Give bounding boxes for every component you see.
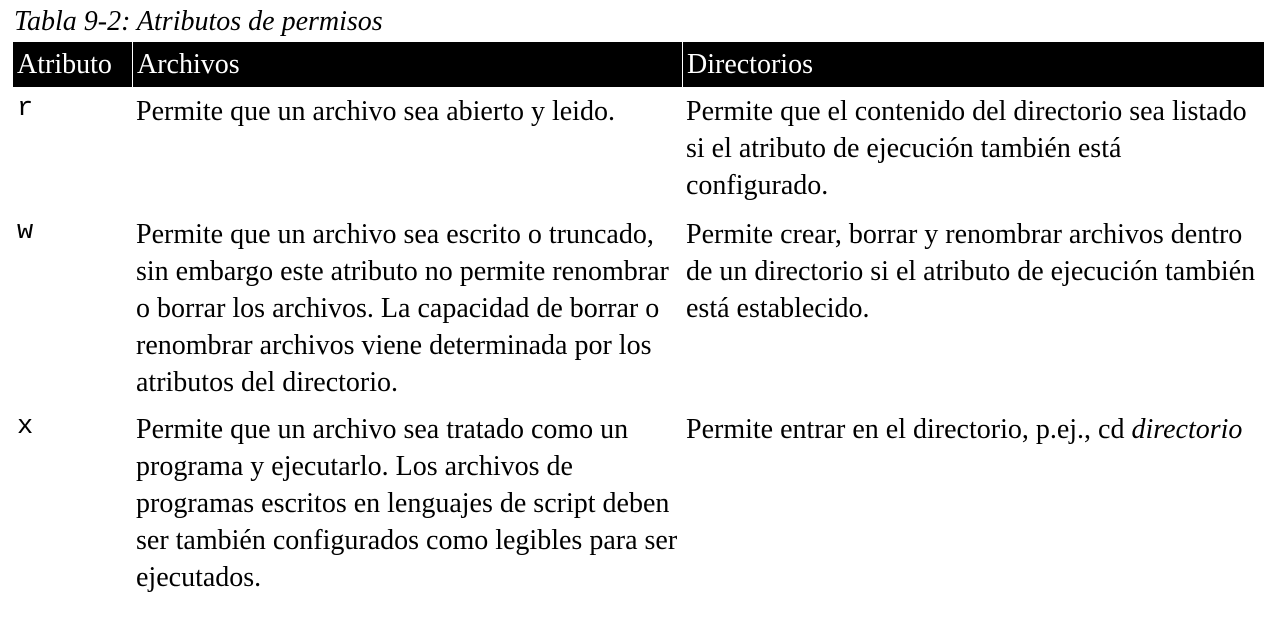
- header-attribute: Atributo: [13, 42, 132, 87]
- table-header: [13, 42, 1264, 87]
- table-row: [13, 87, 1264, 212]
- files-cell: Permite que un archivo sea abierto y leido.: [136, 96, 615, 127]
- header-files: Archivos: [132, 42, 682, 87]
- attribute-cell: r: [17, 94, 34, 124]
- table-caption: Tabla 9-2: Atributos de permisos: [14, 6, 383, 37]
- directories-cell: Permite crear, borrar y renombrar archivos dentro de un directorio si el atributo de ejecución también está establecido.: [686, 219, 1256, 324]
- table-body: [13, 87, 1264, 598]
- directories-cell: Permite que el contenido del directorio sea listado si el atributo de ejecución también está configurado.: [686, 96, 1247, 201]
- files-cell: Permite que un archivo sea escrito o truncado, sin embargo este atributo no permite renombrar o borrar los archivos. La capacidad de borrar o renombrar archivos viene determinada por los atributos del directorio.: [136, 219, 669, 398]
- directories-cell: [682, 407, 1264, 598]
- table-row: [13, 407, 1264, 598]
- directories-text: Permite entrar en el directorio, p.ej., cd: [686, 414, 1125, 445]
- attribute-cell: x: [17, 412, 34, 442]
- directories-italic-term: directorio: [1131, 414, 1243, 445]
- permissions-table: [13, 42, 1264, 598]
- header-directories: Directorios: [682, 42, 1264, 87]
- table-row: [13, 212, 1264, 407]
- attribute-cell: w: [17, 217, 34, 247]
- files-cell: Permite que un archivo sea tratado como un programa y ejecutarlo. Los archivos de programas escritos en lenguajes de script deben ser también configurados como legibles para ser ejecutados.: [136, 414, 678, 593]
- header-row: [13, 42, 1264, 87]
